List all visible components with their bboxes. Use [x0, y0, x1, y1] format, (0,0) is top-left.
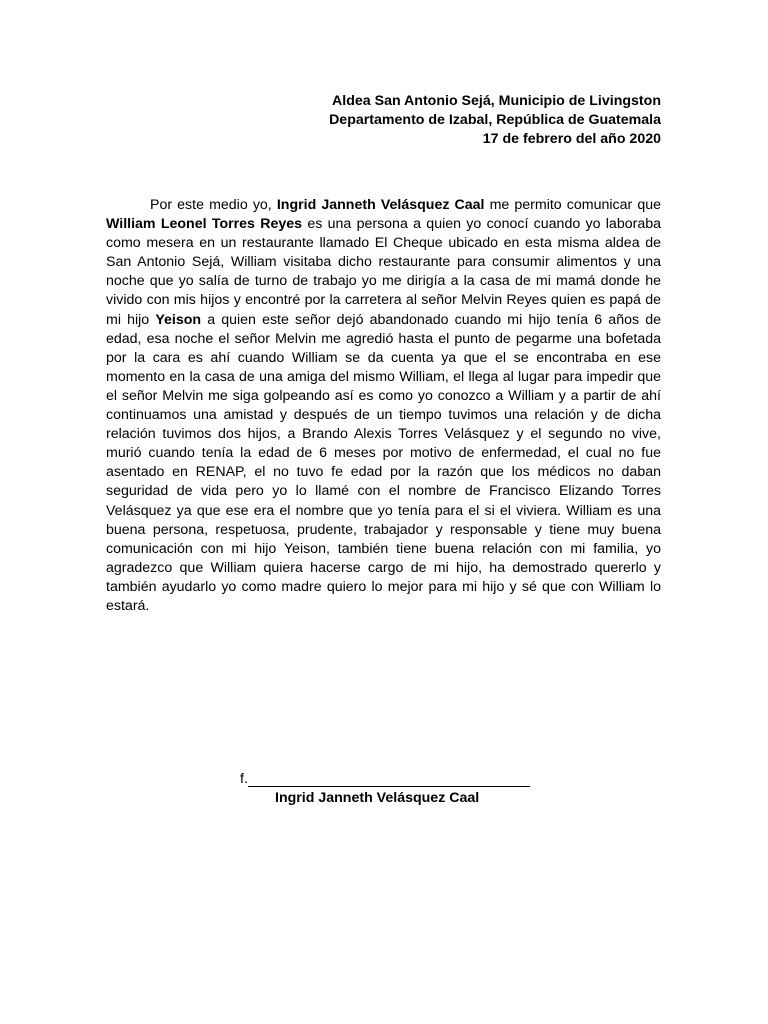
body-text-segment: me permito comunicar que [484, 197, 662, 213]
letter-header [101, 92, 661, 149]
signature-line [248, 772, 530, 787]
yeison-name-bold: Yeison [155, 311, 202, 328]
body-text-segment: a quien este señor dejó abandonado cuando mi hijo tenía 6 años de edad, esa noche el señor Melvin me agredió hasta el punto de pegarme una bofetada por la cara es ahí cuando William se da cuenta ya que el se encontraba en ese momento en la casa de una amiga del mismo William, el llega al lugar para impedir que el señor Melvin me siga golpeando así es como yo conozco a William y a partir de ahí continuamos una amistad y después de un tiempo tuvimos una relación y de dicha relación tuvimos dos hijos, a Brando Alexis Torres Velásquez y el segundo no vive, murió cuando tenía la edad de 6 meses por motivo de enfermedad, el cual no fue asentado en RENAP, el no tuvo fe edad por la razón que los médicos no daban seguridad de vida pero yo lo llamé con el nombre de Francisco Elizando Torres Velásquez ya que ese era el nombre que yo tenía para el si el viviera. William es una buena persona, respetuosa, prudente, trabajador y responsable y tiene muy buena comunicación con mi hijo Yeison, también tiene buena relación con mi familia, yo agradezco que William quiera hacerse cargo de mi hijo, ha demostrado quererlo y también ayudarlo yo como madre quiero lo mejor para mi hijo y sé que con William lo estará. [106, 311, 661, 614]
body-text-segment: es una persona a quien yo conocí cuando yo laboraba como mesera en un restaurante llamado El Cheque ubicado en esta misma aldea de San Antonio Sejá, William visitaba dicho restaurante para consumir alimentos y una noche que yo salía de turno de trabajo yo me dirigía a la casa de mi mamá donde he vivido con mis hijos y encontré por la carretera al señor Melvin Reyes quien es papá de mi hijo [106, 216, 662, 328]
william-name-bold: William Leonel Torres Reyes [106, 216, 303, 233]
header-date-line: 17 de febrero del año 2020 [482, 131, 661, 147]
signature-block [240, 770, 530, 806]
letter-body [106, 196, 661, 616]
signature-name: Ingrid Janneth Velásquez Caal [275, 790, 480, 806]
body-text-segment: Por este medio yo, [150, 197, 277, 213]
signature-line-row [240, 770, 530, 788]
signature-prefix: f. [240, 771, 248, 787]
header-department-line: Departamento de Izabal, República de Guatemala [329, 112, 661, 128]
author-name-bold: Ingrid Janneth Velásquez Caal [276, 197, 485, 213]
header-location-line: Aldea San Antonio Sejá, Municipio de Livingston [332, 93, 661, 109]
